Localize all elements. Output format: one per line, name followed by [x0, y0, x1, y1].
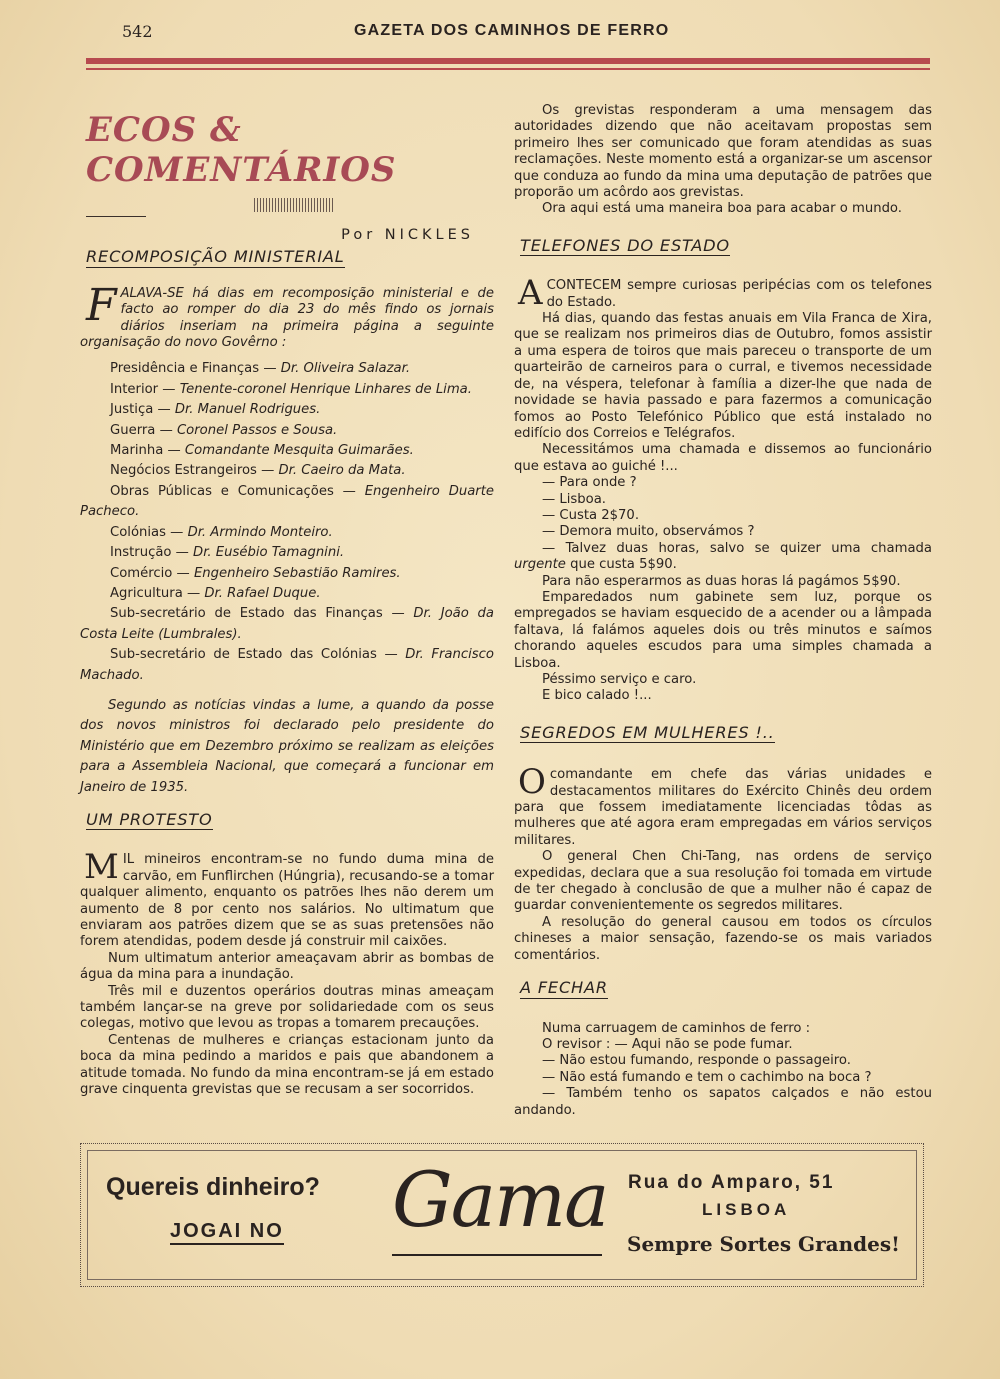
article-title: ECOS & COMENTÁRIOS — [86, 110, 397, 190]
fechar-line: — Não estou fumando, responde o passageiro. — [542, 1053, 851, 1069]
journal-title: GAZETA DOS CAMINHOS DE FERRO — [354, 22, 670, 39]
heading-telefones: TELEFONES DO ESTADO — [520, 235, 730, 255]
header-rule-thin — [86, 68, 930, 70]
title-ornament — [254, 198, 334, 212]
minister-item: Comércio — Engenheiro Sebastião Ramires. — [110, 565, 401, 581]
right-column — [514, 103, 932, 1119]
left-column — [80, 100, 494, 1098]
advert-address: Rua do Amparo, 51 — [628, 1172, 835, 1193]
protesto-p4: Centenas de mulheres e crianças estacionam junto da boca da mina pedindo a maridos e pais que abandonem a atitude tomada. No fundo da mina encontram-se já em estado grave cinquenta grevistas que se recusam a ser socorridos. — [80, 1032, 494, 1098]
heading-protesto: UM PROTESTO — [86, 809, 213, 829]
minister-item: Sub-secretário de Estado das Colónias — Dr. Francisco Machado. — [80, 647, 494, 683]
heading-segredos: SEGREDOS EM MULHERES !.. — [520, 722, 775, 742]
recomposicao-intro — [80, 279, 494, 352]
segredos-p3: A resolução do general causou em todos os círculos chineses a maior sensação, fazendo-se os mais variados comentários. — [514, 914, 932, 963]
page-number: 542 — [122, 22, 153, 41]
telefones-p5: Emparedados num gabinete sem luz, porque os empregados se haviam esquecido de a acender ou a lâmpada faltava, lá falámos aqueles dois ou três minutos e saímos chorando aqueles escudos para uma simples chamada a Lisboa. — [514, 589, 932, 671]
dialogue-line: — Para onde ? — [542, 475, 637, 491]
fechar-dialogue — [514, 1021, 932, 1119]
telefones-p4: Para não esperarmos as duas horas lá pagámos 5$90. — [542, 573, 901, 589]
telefones-p1: ACONTECEM sempre curiosas peripécias com os telefones do Estado. — [518, 273, 932, 314]
minister-item: Colónias — Dr. Armindo Monteiro. — [110, 524, 333, 540]
minister-item: Obras Públicas e Comunicações — Engenheiro Duarte Pacheco. — [80, 483, 494, 520]
minister-item: Justiça — Dr. Manuel Rodrigues. — [110, 402, 321, 418]
ministers-list — [80, 359, 494, 686]
minister-item: Presidência e Finanças — Dr. Oliveira Salazar. — [110, 361, 411, 377]
advert-question: Quereis dinheiro? — [106, 1173, 320, 1201]
telefones-p6: Péssimo serviço e caro. — [542, 672, 697, 687]
intro-text: há dias em recomposição ministerial e de facto ao romper do dia 23 do mês findo os jornais diários inseriam na primeira página a seguinte organisação do novo Govêrno : — [80, 285, 494, 351]
telefones-p2: Há dias, quando das festas anuais em Vila Franca de Xira, que se realizam nos primeiros dias de Outubro, fomos assistir a uma espera de toiros que mais pareceu o transporte de um quarteirão de carneiros para o curral, e tivemos necessidade de, na véspera, telefonar à família a dizer-lhe que nada de novidade se havia passado e para fazermos a comunicação fomos ao Posto Telefónico Público que está instalado no edifício dos Correios e Telégrafos. — [514, 311, 932, 441]
minister-item: Instrução — Dr. Eusébio Tamagnini. — [110, 545, 345, 561]
segredos-p2: O general Chen Chi-Tang, nas ordens de serviço expedidas, declara que a sua resolução foi tomada em virtude de ter chegado à conclusão de que a mulher não é capaz de guardar convenientemente os segredos militares. — [514, 849, 932, 914]
heading-fechar: A FECHAR — [520, 978, 608, 998]
intro-caps-word: ALAVA-SE — [120, 285, 184, 301]
title-rule — [86, 216, 146, 217]
recomposicao-closing: Segundo as notícias vindas a lume, a quando da posse dos novos ministros foi declarado pelo presidente do Ministério que em Dezembro próximo se realizam as eleições para a Assembleia Nacional, que começará a funcionar em Janeiro de 1935. — [80, 697, 494, 795]
fechar-line: — Também tenho os sapatos calçados e não estou andando. — [514, 1086, 932, 1118]
minister-item: Negócios Estrangeiros — Dr. Caeiro da Mata. — [110, 463, 406, 479]
heading-recomposicao: RECOMPOSIÇÃO MINISTERIAL — [86, 247, 345, 267]
dialogue-line: — Talvez duas horas, salvo se quizer uma chamada urgente que custa 5$90. — [514, 540, 932, 573]
telefones-p7: E bico calado !... — [542, 688, 652, 704]
minister-item: Agricultura — Dr. Rafael Duque. — [110, 585, 321, 601]
dropcap-o: O — [518, 762, 546, 803]
header-rule — [86, 58, 930, 64]
minister-item: Marinha — Comandante Mesquita Guimarães. — [110, 443, 414, 459]
minister-item: Sub-secretário de Estado das Finanças — Dr. João da Costa Leite (Lumbrales). — [80, 606, 494, 642]
minister-item: Guerra — Coronel Passos e Sousa. — [110, 422, 338, 438]
advert-slogan: Sempre Sortes Grandes! — [627, 1232, 900, 1256]
fechar-line: O revisor : — Aqui não se pode fumar. — [542, 1036, 793, 1052]
dialogue-line: — Lisboa. — [542, 491, 606, 507]
dropcap-m: M — [84, 847, 119, 888]
dialogue-line: — Demora muito, observámos ? — [542, 524, 755, 540]
dropcap-a: A — [518, 273, 543, 314]
advert-city: LISBOA — [702, 1200, 791, 1219]
fechar-line: — Não está fumando e tem o cachimbo na boca ? — [542, 1069, 872, 1085]
telefones-p3: Necessitámos uma chamada e dissemos ao funcionário que estava ao guiché !... — [514, 442, 932, 474]
byline: Por NICKLES — [341, 227, 474, 243]
protesto-p1: MIL mineiros encontram-se no fundo duma mina de carvão, em Funflirchen (Húngria), recusando-se a tomar qualquer alimento, enquanto os patrões lhes não derem um aumento de 8 por cento nos salários. No ultimatum que enviaram aos patrões dizem que se as suas pretensões não forem atendidas, podem desde já construir mil caixões. — [80, 847, 494, 950]
page-header — [86, 20, 930, 44]
protesto-p3: Três mil e duzentos operários doutras minas ameaçam também lançar-se na greve por solidariedade com os seus colegas, motivo que levou as tropas a tomarem precauções. — [80, 983, 494, 1032]
minister-item: Interior — Tenente-coronel Henrique Linhares de Lima. — [110, 381, 472, 397]
protesto-p2: Num ultimatum anterior ameaçavam abrir as bombas de água da mina para a inundação. — [80, 950, 494, 983]
fechar-line: Numa carruagem de caminhos de ferro : — [542, 1020, 811, 1036]
dialogue-line: — Custa 2$70. — [542, 507, 640, 523]
protesto-p5: Os grevistas responderam a uma mensagem das autoridades dizendo que não aceitavam propostas sem primeiro lhes ser comunicado que foram atendidas as suas reclamações. Neste momento está a organizar-se um ascensor que conduza ao fundo da mina uma deputação de patrões que proporão um acôrdo aos grevistas. — [514, 103, 932, 201]
protesto-p6: Ora aqui está uma maneira boa para acabar o mundo. — [542, 201, 902, 217]
advert-brand: Gama — [392, 1155, 608, 1244]
advert-brand-underline — [392, 1254, 602, 1256]
advert-play: JOGAI NO — [170, 1220, 284, 1245]
dropcap-f: F — [86, 279, 117, 331]
segredos-p1: Ocomandante em chefe das várias unidades e destacamentos militares do Exército Chinês deu ordem para que fossem imediatamente licenciadas tôdas as mulheres que até agora eram empregadas em vários serviços militares. — [514, 762, 932, 848]
